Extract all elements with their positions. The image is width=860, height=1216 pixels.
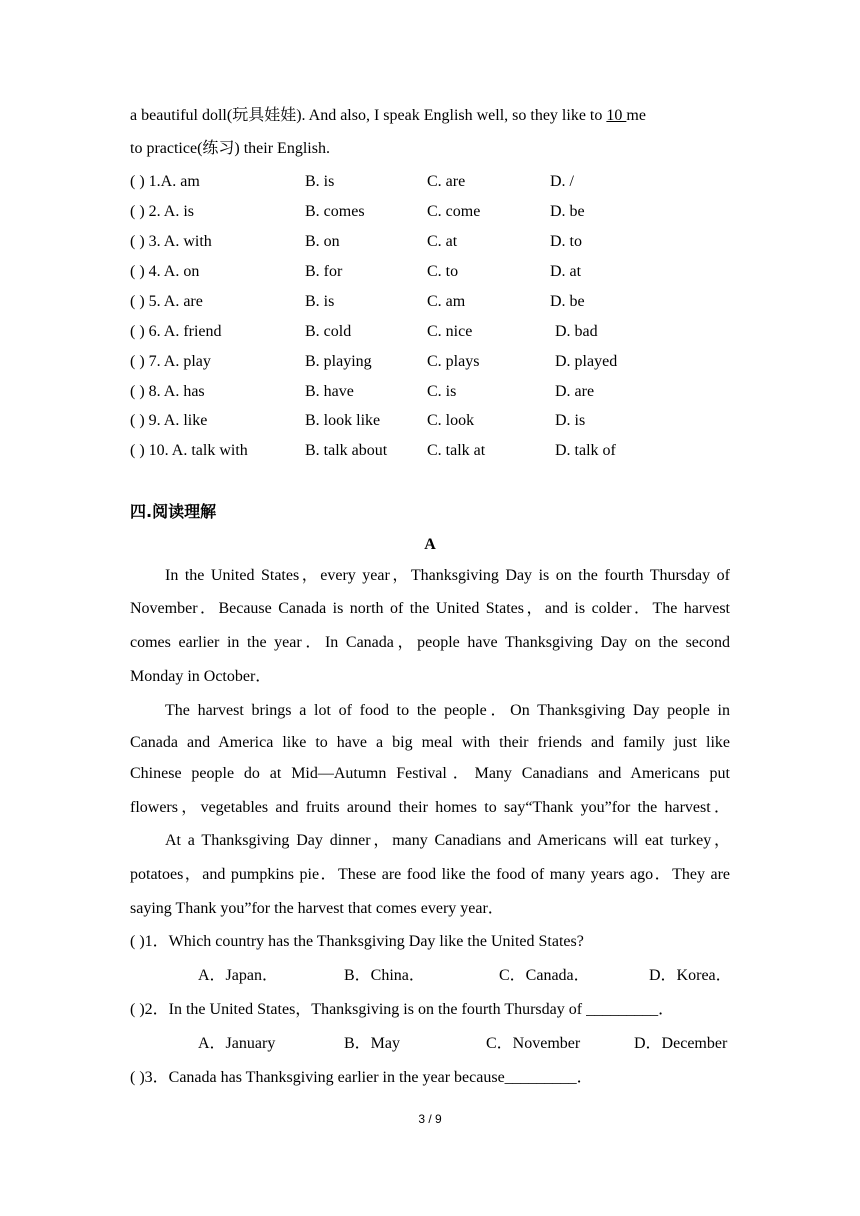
reading-option: A．January xyxy=(198,1035,276,1052)
cloze-option-d: D. to xyxy=(550,233,582,250)
cloze-stem: ( ) 3. A. with xyxy=(130,233,212,250)
cloze-stem: ( ) 1.A. am xyxy=(130,173,200,190)
reading-option: C．Canada． xyxy=(499,967,590,984)
cloze-option-b: B. have xyxy=(305,383,354,400)
cloze-option-d: D. be xyxy=(550,203,585,220)
cloze-option-b: B. talk about xyxy=(305,442,388,459)
cloze-option-d: D. played xyxy=(555,353,618,370)
reading-option: B．May xyxy=(344,1035,401,1052)
cloze-stem: ( ) 10. A. talk with xyxy=(130,442,248,459)
cloze-option-d: D. talk of xyxy=(555,442,616,459)
passage-line: Chinese people do at Mid—Autumn Festival．Many Canadians and Americans put xyxy=(130,765,730,782)
reading-question-1-stem: ( )1．Which country has the Thanksgiving Day like the United States? xyxy=(130,933,584,950)
passage-line: The harvest brings a lot of food to the people．On Thanksgiving Day people in xyxy=(165,702,730,719)
cloze-stem: ( ) 7. A. play xyxy=(130,353,211,370)
cloze-stem: ( ) 2. A. is xyxy=(130,203,194,220)
passage-line: At a Thanksgiving Day dinner，many Canadians and Americans will eat turkey， xyxy=(165,832,730,849)
intro-text-b: me xyxy=(626,107,646,124)
intro-text-a: a beautiful doll(玩具娃娃). And also, I speak English well, so they like to xyxy=(130,107,607,124)
cloze-option-c: C. is xyxy=(427,383,457,400)
cloze-option-b: B. is xyxy=(305,173,335,190)
cloze-option-b: B. cold xyxy=(305,323,352,340)
passage-line: saying Thank you”for the harvest that comes every year． xyxy=(130,900,504,917)
cloze-option-c: C. plays xyxy=(427,353,480,370)
cloze-option-c: C. talk at xyxy=(427,442,486,459)
cloze-stem: ( ) 5. A. are xyxy=(130,293,203,310)
reading-question-2-stem: ( )2．In the United States，Thanksgiving is on the fourth Thursday of _________． xyxy=(130,1001,675,1018)
passage-line: In the United States，every year，Thanksgiving Day is on the fourth Thursday of xyxy=(165,567,730,584)
cloze-option-b: B. for xyxy=(305,263,343,280)
cloze-option-d: D. bad xyxy=(555,323,598,340)
cloze-option-c: C. at xyxy=(427,233,458,250)
passage-line: flowers，vegetables and fruits around their homes to say“Thank you”for the harvest． xyxy=(130,799,730,816)
cloze-option-b: B. playing xyxy=(305,353,372,370)
passage-line: comes earlier in the year．In Canada，people have Thanksgiving Day on the second xyxy=(130,634,730,651)
cloze-option-c: C. are xyxy=(427,173,466,190)
cloze-option-b: B. on xyxy=(305,233,340,250)
cloze-option-c: C. nice xyxy=(427,323,473,340)
intro-blank-10: 10 xyxy=(606,107,627,124)
reading-question-3-stem: ( )3．Canada has Thanksgiving earlier in the year because_________． xyxy=(130,1069,593,1086)
reading-option: D．Korea． xyxy=(649,967,732,984)
cloze-option-c: C. to xyxy=(427,263,459,280)
cloze-option-b: B. look like xyxy=(305,412,381,429)
passage-line: potatoes，and pumpkins pie．These are food like the food of many years ago．They are xyxy=(130,866,731,883)
cloze-option-d: D. is xyxy=(555,412,586,429)
cloze-option-c: C. look xyxy=(427,412,475,429)
cloze-option-c: C. am xyxy=(427,293,466,310)
intro-line-1 xyxy=(130,106,730,126)
passage-line: November．Because Canada is north of the United States，and is colder．The harvest xyxy=(130,600,730,617)
reading-option: A．Japan． xyxy=(198,967,278,984)
cloze-option-c: C. come xyxy=(427,203,481,220)
cloze-option-d: D. at xyxy=(550,263,582,280)
cloze-option-d: D. be xyxy=(550,293,585,310)
cloze-option-d: D. / xyxy=(550,173,574,190)
passage-label: A xyxy=(424,536,436,553)
intro-line-2: to practice(练习) their English. xyxy=(130,140,330,157)
cloze-stem: ( ) 9. A. like xyxy=(130,412,208,429)
cloze-option-d: D. are xyxy=(555,383,595,400)
passage-line: Canada and America like to have a big meal with their friends and family just like xyxy=(130,734,730,751)
reading-option: B．China． xyxy=(344,967,425,984)
section-heading: 四.阅读理解 xyxy=(130,502,217,521)
page-number: 3 / 9 xyxy=(418,1112,442,1126)
cloze-stem: ( ) 6. A. friend xyxy=(130,323,222,340)
reading-option: C．November xyxy=(486,1035,581,1052)
cloze-option-b: B. is xyxy=(305,293,335,310)
cloze-option-b: B. comes xyxy=(305,203,365,220)
reading-option: D．December xyxy=(634,1035,728,1052)
cloze-stem: ( ) 8. A. has xyxy=(130,383,205,400)
cloze-stem: ( ) 4. A. on xyxy=(130,263,200,280)
passage-line: Monday in October． xyxy=(130,668,272,685)
